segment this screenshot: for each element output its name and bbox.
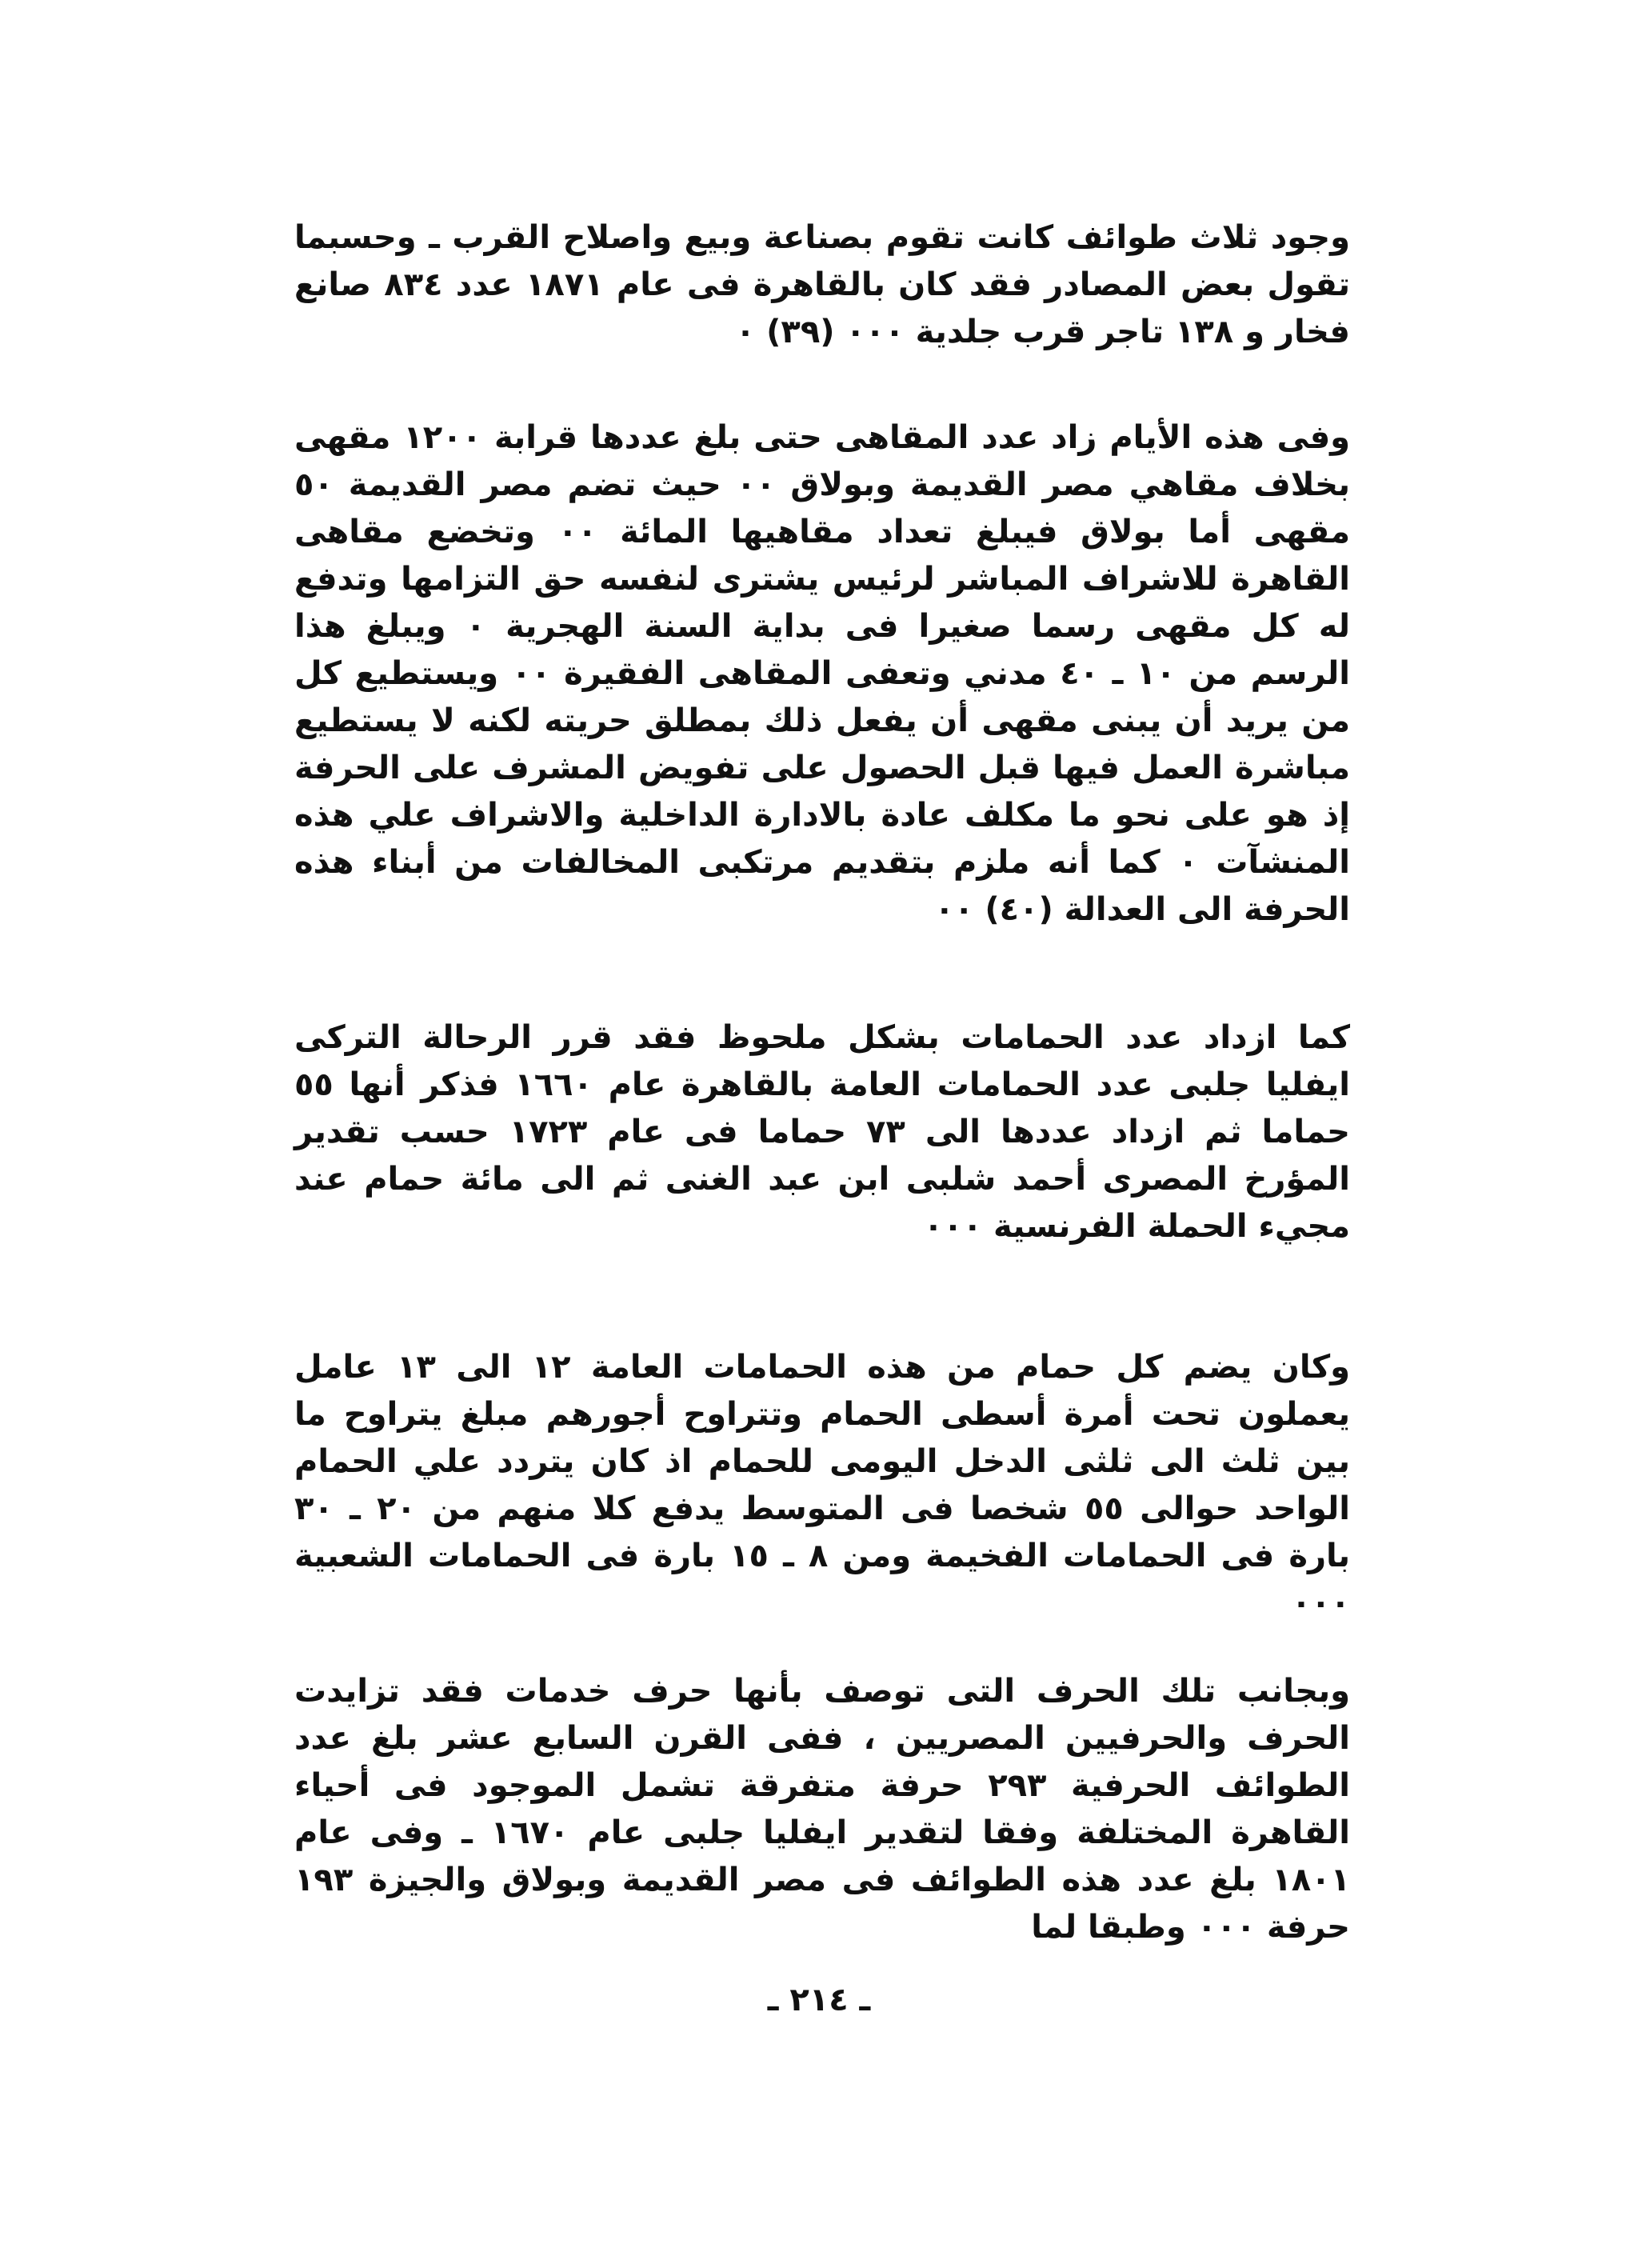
paragraph-craft-guilds [294, 1668, 1350, 1951]
paragraph-text: كما ازداد عدد الحمامات بشكل ملحوظ فقد قرر الرحالة التركى ايفليا جلبى عدد الحمامات العامة بالقاهرة عام ١٦٦٠ فذكر أنها ٥٥ حماما ثم ازداد عددها الى ٧٣ حماما فى عام ١٧٢٣ حسب تقدير المؤرخ المصرى أحمد شلبى ابن عبد الغنى ثم الى مائة حمام عند مجيء الحملة الفرنسية ٠٠٠ [294, 1019, 1350, 1245]
paragraph-guilds-waterskins [294, 214, 1350, 356]
paragraph-bathhouse-workers [294, 1344, 1350, 1627]
paragraph-text: وكان يضم كل حمام من هذه الحمامات العامة ١٢ الى ١٣ عامل يعملون تحت أمرة أسطى الحمام وتتراوح أجورهم مبلغ يتراوح ما بين ثلث الى ثلثى الدخل اليومى للحمام اذ كان يتردد علي الحمام الواحد حوالى ٥٥ شخصا فى المتوسط يدفع كلا منهم من ٢٠ ـ ٣٠ بارة فى الحمامات الفخيمة ومن ٨ ـ ١٥ بارة فى الحمامات الشعبية ٠٠٠ [294, 1349, 1351, 1622]
paragraph-bathhouses-count [294, 1014, 1350, 1250]
page-number: ـ ٢١٤ ـ [767, 1982, 871, 2018]
paragraph-text: وجود ثلاث طوائف كانت تقوم بصناعة وبيع واصلاح القرب ـ وحسبما تقول بعض المصادر فقد كان بالقاهرة فى عام ١٨٧١ عدد ٨٣٤ صانع فخار و ١٣٨ تاجر قرب جلدية ٠٠٠ (٣٩) ٠ [294, 219, 1350, 350]
paragraph-coffeehouses [294, 414, 1350, 934]
paragraph-text: وفى هذه الأيام زاد عدد المقاهى حتى بلغ عددها قرابة ١٢٠٠ مقهى بخلاف مقاهي مصر القديمة وبولاق ٠٠ حيث تضم مصر القديمة ٥٠ مقهى أما بولاق فيبلغ تعداد مقاهيها المائة ٠٠ وتخضع مقاهى القاهرة للاشراف المباشر لرئيس يشترى لنفسه حق التزامها وتدفع له كل مقهى رسما صغيرا فى بداية السنة الهجرية ٠ ويبلغ هذا الرسم من ١٠ ـ ٤٠ مدني وتعفى المقاهى الفقيرة ٠٠ ويستطيع كل من يريد أن يبنى مقهى أن يفعل ذلك بمطلق حريته لكنه لا يستطيع مباشرة العمل فيها قبل الحصول على تفويض المشرف على الحرفة إذ هو على نحو ما مكلف عادة بالادارة الداخلية والاشراف علي هذه المنشآت ٠ كما أنه ملزم بتقديم مرتكبى المخالفات من أبناء هذه الحرفة الى العدالة (٤٠) ٠٠ [294, 419, 1351, 928]
paragraph-text: وبجانب تلك الحرف التى توصف بأنها حرف خدمات فقد تزايدت الحرف والحرفيين المصريين ، ففى القرن السابع عشر بلغ عدد الطوائف الحرفية ٢٩٣ حرفة متفرقة تشمل الموجود فى أحياء القاهرة المختلفة وفقا لتقدير ايفليا جلبى عام ١٦٧٠ ـ وفى عام ١٨٠١ بلغ عدد هذه الطوائف فى مصر القديمة وبولاق والجيزة ١٩٣ حرفة ٠٠٠ وطبقا لما [294, 1673, 1350, 1946]
